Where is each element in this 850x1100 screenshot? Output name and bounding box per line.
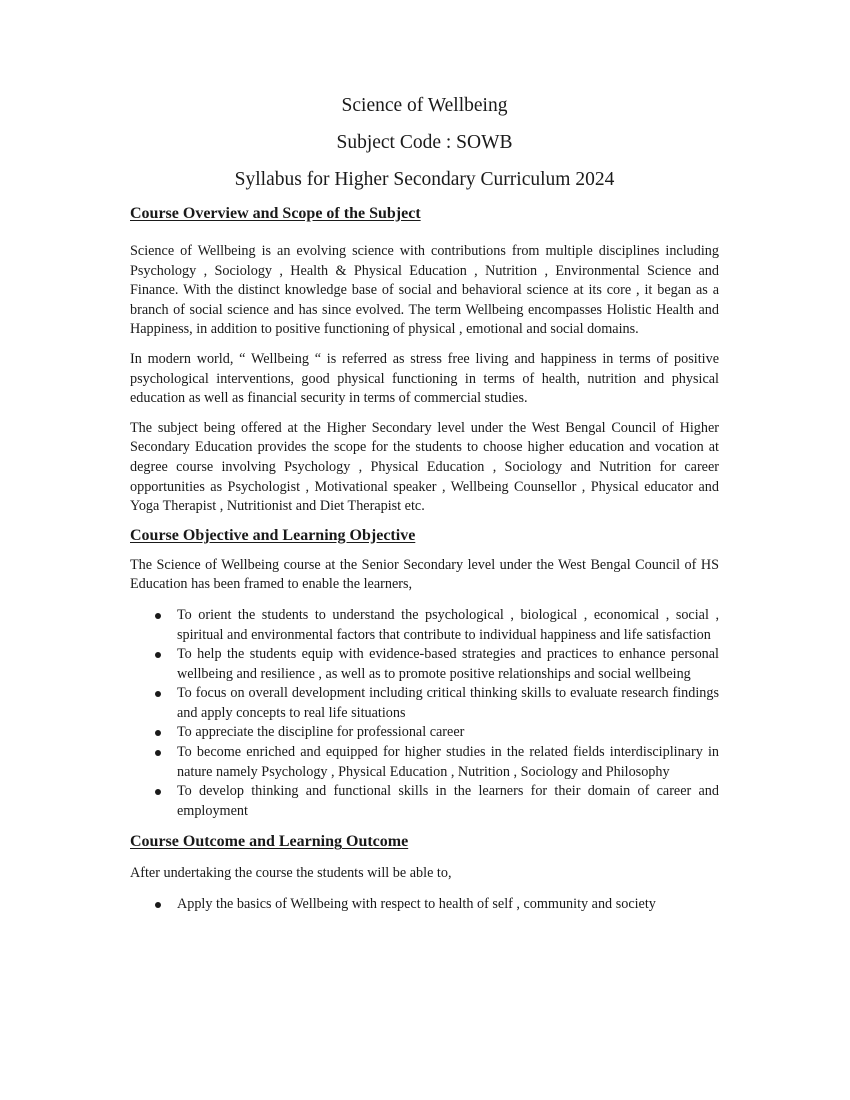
objective-heading: Course Objective and Learning Objective	[130, 526, 416, 544]
syllabus-title: Syllabus for Higher Secondary Curriculum 2024	[234, 169, 615, 190]
list-item: To appreciate the discipline for professional career	[177, 723, 719, 743]
outcome-list	[130, 895, 719, 915]
list-item: To orient the students to understand the psychological , biological , economical , social , spiritual and environmental factors that contribute to individual happiness and life satisfaction	[177, 606, 719, 645]
overview-paragraph-2: In modern world, “ Wellbeing “ is referred as stress free living and happiness in terms of positive psychological interventions, good physical functioning in terms of health, nutrition and physical education as well as financial security in terms of commercial studies.	[130, 350, 719, 407]
outcome-heading: Course Outcome and Learning Outcome	[130, 833, 409, 851]
list-item: Apply the basics of Wellbeing with respect to health of self , community and society	[177, 895, 719, 915]
document-title: Science of Wellbeing	[341, 95, 508, 116]
overview-paragraph-1: Science of Wellbeing is an evolving science with contributions from multiple disciplines including Psychology , Sociology , Health & Physical Education , Nutrition , Environmental Science and Finance. With the distinct knowledge base of social and behavioral science at its core , it began as a branch of social science and has since evolved. The term Wellbeing encompasses Holistic Health and Happiness, in addition to positive functioning of physical , emotional and social domains.	[130, 243, 719, 338]
list-item: To become enriched and equipped for higher studies in the related fields interdisciplinary in nature namely Psychology , Physical Education , Nutrition , Sociology and Philosophy	[177, 743, 719, 782]
overview-heading: Course Overview and Scope of the Subject	[130, 205, 421, 222]
list-item: To focus on overall development including critical thinking skills to evaluate research findings and apply concepts to real life situations	[177, 684, 719, 723]
list-item: To help the students equip with evidence-based strategies and practices to enhance personal wellbeing and resilience , as well as to promote positive relationships and social wellbeing	[177, 645, 719, 684]
objective-list	[130, 606, 719, 822]
list-item: To develop thinking and functional skills in the learners for their domain of career and employment	[177, 782, 719, 821]
overview-paragraph-3: The subject being offered at the Higher Secondary level under the West Bengal Council of Higher Secondary Education provides the scope for the students to choose higher education and vocation at degree course involving Psychology , Physical Education , Sociology and Nutrition for career opportunities as Psychologist , Motivational speaker , Wellbeing Counsellor , Physical educator and Yoga Therapist , Nutritionist and Diet Therapist etc.	[130, 419, 719, 515]
subject-code: Subject Code : SOWB	[336, 132, 513, 153]
outcome-intro: After undertaking the course the students will be able to,	[130, 865, 452, 882]
objective-intro: The Science of Wellbeing course at the Senior Secondary level under the West Bengal Council of HS Education has been framed to enable the learners,	[130, 556, 719, 593]
